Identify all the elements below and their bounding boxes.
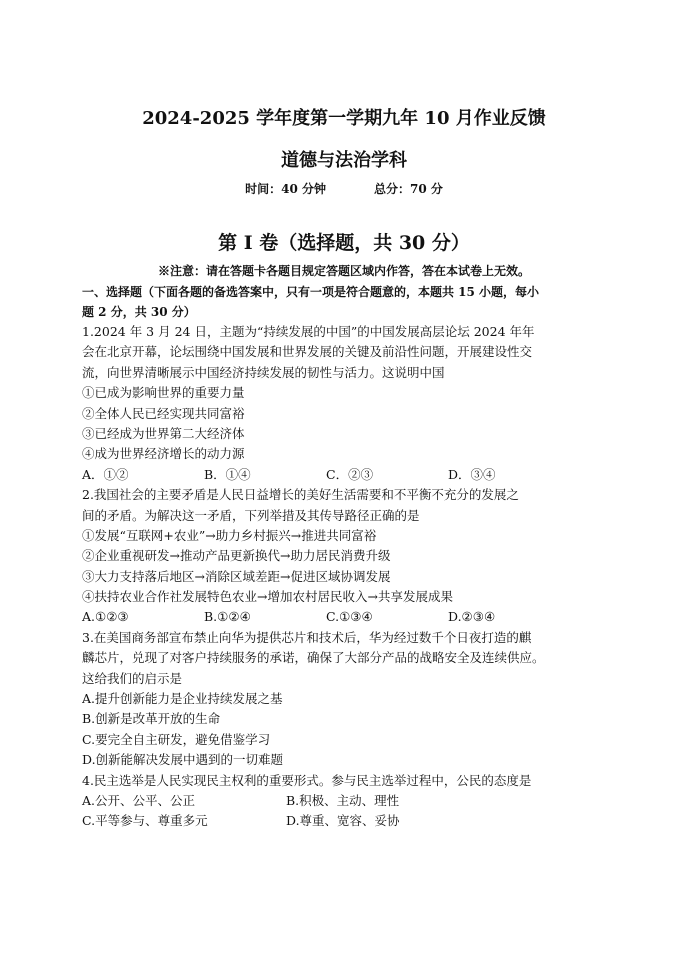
option-b: B.积极、主动、理性 (286, 792, 400, 808)
option-d: D.创新能解决发展中遇到的一切难题 (82, 752, 284, 768)
question-text-line: 1.2024 年 3 月 24 日，主题为“持续发展的中国”的中国发展高层论坛 2024 年年 (82, 324, 535, 339)
question-list (82, 322, 602, 832)
answer-options (82, 791, 602, 811)
question-text-line: 会在北京开幕，论坛围绕中国发展和世界发展的关键及前沿性问题，开展建设性交 (82, 344, 533, 360)
exam-score: 总分：70 分 (374, 182, 443, 196)
question-statement: ③大力支持落后地区→消除区域差距→促进区域协调发展 (82, 568, 391, 584)
option-c: C．②③ (326, 466, 374, 482)
question-statement: ④成为世界经济增长的动力源 (82, 446, 245, 462)
option-b: B.创新是改革开放的生命 (82, 711, 221, 727)
section-heading-line: 题 2 分，共 30 分） (82, 305, 196, 319)
question-text-line: 这给我们的启示是 (82, 670, 183, 686)
answer-options (82, 811, 602, 831)
question-statement: ②企业重视研发→推动产品更新换代→助力居民消费升级 (82, 548, 391, 564)
part-title: 第 I 卷（选择题，共 30 分） (218, 232, 470, 254)
section-heading-line: 一、选择题（下面各题的备选答案中，只有一项是符合题意的，本题共 15 小题，每小 (82, 285, 540, 299)
section-heading (82, 282, 602, 322)
question-statement: ③已经成为世界第二大经济体 (82, 425, 245, 441)
option-a: A.提升创新能力是企业持续发展之基 (82, 691, 283, 707)
question-text-line: 3.在美国商务部宣布禁止向华为提供芯片和技术后，华为经过数千个日夜打造的麒 (82, 629, 532, 645)
option-c: C.平等参与、尊重多元 (82, 813, 208, 829)
option-d: D.尊重、宽容、妥协 (286, 813, 400, 829)
option-c: C.要完全自主研发，避免借鉴学习 (82, 731, 271, 747)
exam-meta (0, 180, 688, 197)
subject-title: 道德与法治学科 (281, 150, 407, 171)
question-statement: ①已成为影响世界的重要力量 (82, 385, 245, 401)
option-a: A.公开、公平、公正 (82, 792, 196, 808)
question-4 (82, 771, 602, 832)
option-a: A.①②③ (82, 609, 129, 625)
question-statement: ④扶持农业合作社发展特色农业→增加农村居民收入→共享发展成果 (82, 589, 453, 605)
question-statement: ②全体人民已经实现共同富裕 (82, 405, 245, 421)
question-text-line: 间的矛盾。为解决这一矛盾，下列举措及其传导路径正确的是 (82, 507, 420, 523)
option-b: B.①②④ (204, 609, 251, 625)
question-text-line: 流，向世界清晰展示中国经济持续发展的韧性与活力。这说明中国 (82, 364, 445, 380)
answer-options (82, 607, 602, 627)
question-text-line: 2.我国社会的主要矛盾是人民日益增长的美好生活需要和不平衡不充分的发展之 (82, 487, 519, 503)
question-3 (82, 628, 602, 771)
question-1 (82, 322, 602, 485)
exam-time: 时间：40 分钟 (245, 182, 326, 196)
notice-text: ※注意：请在答题卡各题目规定答题区域内作答，答在本试卷上无效。 (157, 264, 530, 278)
exam-title: 2024-2025 学年度第一学期九年 10 月作业反馈 (142, 108, 546, 129)
option-c: C.①③④ (326, 609, 373, 625)
question-statement: ①发展“互联网+农业”→助力乡村振兴→推进共同富裕 (82, 527, 377, 543)
option-a: A．①② (82, 466, 129, 482)
option-d: D．③④ (448, 466, 496, 482)
question-2 (82, 485, 602, 628)
answer-options (82, 465, 602, 485)
option-b: B．①④ (204, 466, 251, 482)
option-d: D.②③④ (448, 609, 496, 625)
question-text-line: 4.民主选举是人民实现民主权利的重要形式。参与民主选举过程中，公民的态度是 (82, 772, 532, 788)
question-text-line: 麟芯片，兑现了对客户持续服务的承诺，确保了大部分产品的战略安全及连续供应。 (82, 650, 545, 666)
